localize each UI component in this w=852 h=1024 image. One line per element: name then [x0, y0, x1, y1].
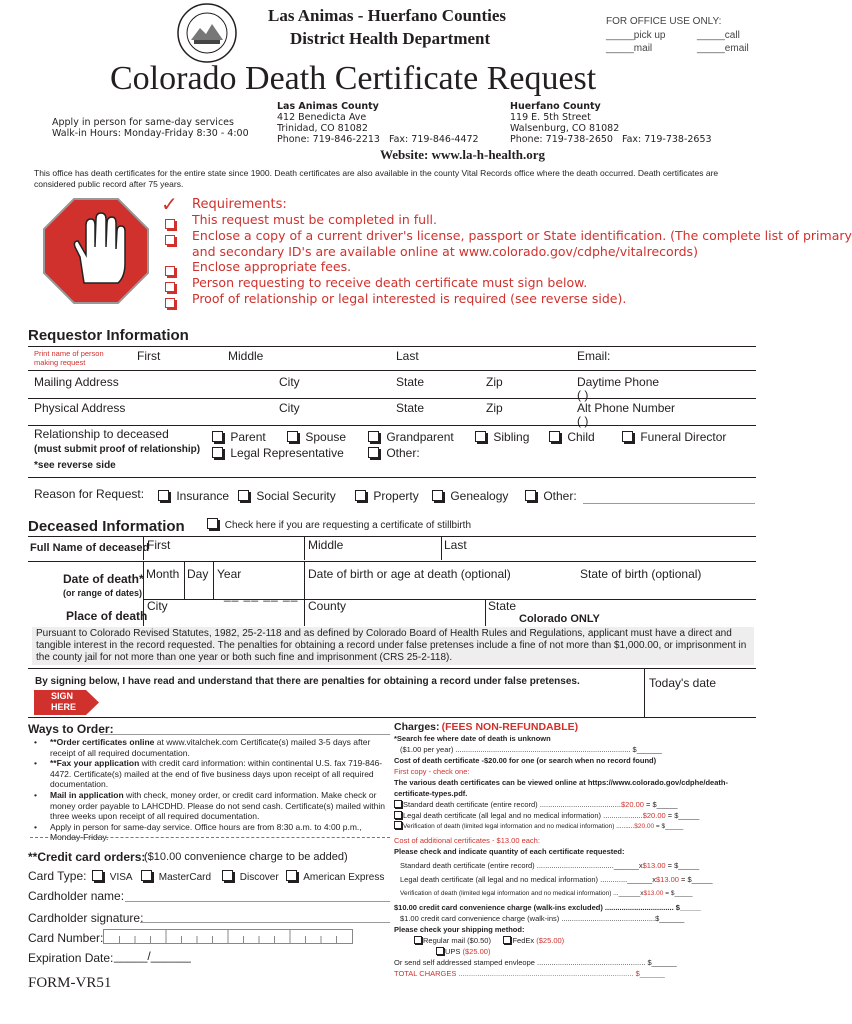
requirements-title: Requirements:: [192, 197, 287, 212]
deceased-name-field[interactable]: [143, 537, 755, 559]
physical-zip-label: Zip: [486, 401, 503, 415]
first-copy: First copy - check one:: [394, 767, 470, 776]
sign-here-line2: HERE: [51, 702, 77, 712]
mailing-city-label: City: [279, 375, 300, 389]
search-fee: *Search fee where date of death is unknown: [394, 734, 551, 743]
rel-other-label: Other:: [386, 446, 420, 460]
rel-funeral-director-label: Funeral Director: [640, 430, 727, 444]
signing-text: By signing below, I have read and understand that there are penalties for obtaining a record under false pretenses.: [35, 676, 580, 687]
card-visa-checkbox[interactable]: [92, 870, 133, 883]
check-quantity: Please check and indicate quantity of each certificate requested:: [394, 847, 625, 856]
requirements-check-icon: ✓: [161, 192, 178, 216]
legal-cert-checkbox[interactable]: [394, 810, 744, 821]
relationship-label: Relationship to deceased: [34, 427, 169, 441]
requestor-heading: Requestor Information: [28, 327, 189, 344]
reason-other-checkbox[interactable]: [525, 489, 577, 503]
must-submit-note: (must submit proof of relationship): [34, 444, 201, 455]
card-mastercard-checkbox[interactable]: [141, 870, 211, 883]
stillbirth-label: Check here if you are requesting a certificate of stillbirth: [224, 520, 472, 531]
expiration-label: Expiration Date:: [28, 951, 114, 965]
reason-other-field[interactable]: [583, 503, 755, 504]
ways-list: [30, 737, 385, 843]
huerfano-fax: Fax: 719-738-2653: [622, 134, 712, 145]
cardholder-signature-label: Cardholder signature:: [28, 911, 144, 925]
rel-grandparent-label: Grandparent: [386, 430, 454, 444]
card-type-label: Card Type:: [28, 869, 87, 883]
cardholder-name-label: Cardholder name:: [28, 889, 125, 903]
daytime-phone-paren: ( ): [577, 388, 589, 402]
reason-insurance-checkbox[interactable]: [158, 489, 229, 503]
reason-social-security-checkbox[interactable]: [238, 489, 336, 503]
office-pickup: _____pick up: [606, 30, 666, 41]
stop-hand-icon: [42, 197, 150, 305]
huerfano-phone: Phone: 719-738-2650: [510, 134, 613, 145]
requirement-item: Proof of relationship or legal interested is required (see reverse side).: [192, 291, 627, 306]
daytime-phone-label: Daytime Phone: [577, 375, 660, 389]
cc-note: ($10.00 convenience charge to be added): [144, 851, 348, 863]
apply-line2: Walk-in Hours: Monday-Friday 8:30 - 4:00: [52, 128, 249, 139]
ups-checkbox[interactable]: UPS ($25.00): [394, 946, 744, 957]
physical-city-label: City: [279, 401, 300, 415]
office-call: _____call: [697, 30, 740, 41]
card-visa-label: VISA: [109, 872, 133, 883]
cardholder-name-field[interactable]: [125, 901, 390, 902]
place-state-label: State: [488, 599, 517, 613]
place-city-label: City: [147, 599, 168, 613]
page-title: Colorado Death Certificate Request: [110, 60, 597, 97]
requirement-checkbox: [165, 231, 175, 249]
las-animas-name: Las Animas County: [277, 101, 379, 112]
requirement-item: Person requesting to receive death certificate must sign below.: [192, 275, 588, 290]
add-legal-line[interactable]: Legal death certificate (all legal and no medical information) .............______x$13.00 = $_____: [400, 875, 713, 884]
requestor-email-field[interactable]: [572, 347, 756, 369]
legal-cert-blank: = $_____: [665, 811, 700, 820]
deceased-heading: Deceased Information: [28, 518, 185, 535]
rel-other-checkbox[interactable]: [368, 446, 420, 460]
physical-address-field[interactable]: [28, 400, 572, 424]
reason-other-label: Other:: [543, 489, 577, 503]
verif-cert-blank: = $_____: [654, 823, 684, 830]
alt-phone-paren: ( ): [577, 414, 589, 428]
charges-panel: [394, 722, 744, 979]
cost-death-cert: Cost of death certificate -$20.00 for one (or search when no record found): [394, 756, 657, 765]
requirement-item: Enclose appropriate fees.: [192, 259, 352, 274]
card-number-label: Card Number:: [28, 931, 104, 945]
per-year-line: ($1.00 per year) .................................................................................... $______: [400, 745, 662, 754]
las-animas-fax: Fax: 719-846-4472: [389, 134, 479, 145]
legal-cert-fee: $20.00: [642, 811, 666, 820]
requestor-first-label: First: [137, 349, 161, 363]
reason-social-security-label: Social Security: [256, 489, 336, 503]
cc-walkin-excluded: $10.00 credit card convenience charge (walk-ins excluded) ................................. $_____: [394, 903, 701, 912]
requestor-middle-label: Middle: [228, 349, 264, 363]
fedex-checkbox[interactable]: FedEx ($25.00): [503, 936, 564, 945]
add-std-line[interactable]: Standard death certificate (entire record) .....................................______x$13.00 = $_____: [400, 861, 700, 870]
range-of-dates-label: (or range of dates): [63, 588, 143, 598]
mailing-state-label: State: [396, 375, 425, 389]
todays-date-label: Today's date: [649, 676, 717, 690]
todays-date-field[interactable]: [646, 690, 754, 716]
website: Website: www.la-h-health.org: [380, 147, 546, 162]
rel-sibling-label: Sibling: [493, 430, 530, 444]
verif-cert-label: Verification of death (limited legal information and no medical information) ..........: [403, 823, 635, 830]
day-label: Day: [187, 567, 209, 581]
reason-genealogy-label: Genealogy: [450, 489, 509, 503]
deceased-first-label: First: [147, 538, 171, 552]
las-animas-contact: [277, 101, 479, 145]
huerfano-addr1: 119 E. 5th Street: [510, 112, 591, 123]
total-charges-line: TOTAL CHARGES .................................................................................... $______: [394, 969, 665, 978]
card-discover-label: Discover: [239, 872, 279, 883]
ways-heading: Ways to Order:: [28, 722, 114, 736]
mailing-address-label: Mailing Address: [34, 375, 119, 389]
requestor-last-label: Last: [396, 349, 419, 363]
office-mail: _____mail: [606, 43, 653, 54]
see-reverse-note: *see reverse side: [34, 460, 116, 471]
colorado-only: Colorado ONLY: [519, 613, 600, 625]
cardholder-signature-field[interactable]: [140, 922, 390, 923]
rel-child-checkbox[interactable]: [549, 430, 595, 444]
form-number: FORM-VR51: [28, 975, 112, 991]
header-line2: District Health Department: [290, 29, 491, 48]
ways-item: • **Order certificates online at www.vitalchek.com Certificate(s) mailed 3-5 days after receipt of all required documentation.: [34, 737, 371, 758]
print-name-note: Print name of person making request: [34, 349, 104, 367]
office-email: _____email: [697, 43, 749, 54]
las-animas-phone: Phone: 719-846-2213: [277, 134, 380, 145]
rel-parent-label: Parent: [230, 430, 266, 444]
ways-item: • **Fax your application with credit card information: within continental U.S. fax 719-846-4472. Certificate(s) mailed at the end of five business days upon receipt of all required documentation.: [34, 758, 383, 790]
dob-field[interactable]: [305, 562, 755, 598]
ways-item: • Mail in application with check, money order, or credit card information. Make check or money order payable to LAHCDHD. Please do not send cash. Certificate(s) mailed within three weeks upon receipt of all required documentation.: [34, 789, 385, 822]
health-department-seal: [176, 2, 238, 64]
verif-cert-checkbox[interactable]: [394, 821, 744, 832]
rel-spouse-checkbox[interactable]: [287, 430, 346, 444]
alt-phone-label: Alt Phone Number: [577, 401, 676, 415]
office-use-title: FOR OFFICE USE ONLY:: [606, 16, 722, 27]
mailing-zip-label: Zip: [486, 375, 503, 389]
card-discover-checkbox[interactable]: [222, 870, 279, 883]
apply-line1: Apply in person for same-day services: [52, 117, 234, 128]
expiration-field[interactable]: _____/______: [114, 949, 191, 963]
add-verif-line[interactable]: Verification of death (limited legal information and no medical information) ...______x$13.00 = $_____: [400, 890, 693, 897]
year-label: Year: [217, 567, 242, 581]
sign-here-line1: SIGN: [51, 691, 74, 701]
reason-insurance-label: Insurance: [176, 489, 230, 503]
las-animas-addr1: 412 Benedicta Ave: [277, 112, 367, 123]
ways-item: • Apply in person for same-day service. Office hours are from 8:30 a.m. to 4:00 p.m., Monday-Friday.: [34, 821, 362, 843]
card-number-boxes[interactable]: [103, 929, 353, 944]
rel-parent-checkbox[interactable]: [212, 430, 266, 444]
cc-walkin: $1.00 credit card convenience charge (walk-ins) .............................................$______: [400, 914, 685, 923]
year-blanks: __ __ __ __: [224, 588, 299, 602]
dashed-divider: [30, 837, 390, 838]
reason-property-checkbox[interactable]: [355, 489, 419, 503]
sign-here-arrow: [34, 689, 100, 716]
requirement-item: This request must be completed in full.: [192, 212, 437, 227]
deceased-middle-label: Middle: [308, 538, 344, 552]
rel-funeral-director-checkbox[interactable]: [622, 430, 726, 444]
month-label: Month: [146, 567, 180, 581]
regular-mail-checkbox[interactable]: Regular mail ($0.50): [414, 936, 491, 945]
requestor-name-field[interactable]: [115, 347, 570, 369]
shipping-heading: Please check your shipping method:: [394, 925, 525, 934]
std-cert-blank: = $_____: [643, 800, 678, 809]
card-mastercard-label: MasterCard: [158, 872, 212, 883]
card-amex-checkbox[interactable]: [286, 870, 384, 883]
rel-child-label: Child: [567, 430, 595, 444]
requestor-email-label: Email:: [577, 349, 611, 363]
rel-grandparent-checkbox[interactable]: [368, 430, 454, 444]
place-county-label: County: [308, 599, 347, 613]
huerfano-contact: [510, 101, 712, 145]
huerfano-addr2: Walsenburg, CO 81082: [510, 123, 620, 134]
rel-spouse-label: Spouse: [305, 430, 347, 444]
cc-heading: **Credit card orders:: [28, 850, 146, 864]
rel-legal-rep-checkbox[interactable]: [212, 446, 344, 460]
deceased-last-label: Last: [444, 538, 467, 552]
place-of-death-label: Place of death: [66, 609, 148, 623]
legal-cert-label: Legal death certificate (all legal and no medical information) ...................: [403, 811, 643, 820]
card-amex-label: American Express: [303, 872, 385, 883]
date-of-death-field[interactable]: [143, 562, 303, 598]
reason-genealogy-checkbox[interactable]: [432, 489, 508, 503]
header-line1: Las Animas - Huerfano Counties: [268, 6, 507, 25]
huerfano-name: Huerfano County: [510, 101, 601, 112]
various-types: The various death certificates can be viewed online at https://www.colorado.gov/cdphe/death-certificate-types.pdf.: [394, 778, 728, 798]
las-animas-addr2: Trinidad, CO 81082: [277, 123, 368, 134]
std-cert-label: Standard death certificate (entire record) .......................................: [403, 800, 622, 809]
charges-nonrefundable: (FEES NON-REFUNDABLE): [441, 721, 579, 733]
physical-state-label: State: [396, 401, 425, 415]
state-of-birth-label: State of birth (optional): [580, 567, 702, 581]
requirement-item: Enclose a copy of a current driver's license, passport or State identification. (The complete list of primary: [192, 228, 852, 243]
full-name-label: Full Name of deceased: [30, 542, 150, 554]
signature-field[interactable]: [104, 690, 642, 716]
stillbirth-checkbox[interactable]: [207, 518, 471, 531]
verif-cert-fee: $20.00: [634, 823, 655, 830]
physical-address-label: Physical Address: [34, 401, 126, 415]
mailing-address-field[interactable]: [28, 372, 572, 396]
date-of-death-label: Date of death*: [63, 572, 144, 586]
reason-property-label: Property: [373, 489, 419, 503]
place-of-death-field[interactable]: [143, 600, 484, 625]
dob-label: Date of birth or age at death (optional): [308, 567, 511, 581]
requirement-item: and secondary ID's are available online at www.colorado.gov/cdphe/vitalrecords): [192, 244, 698, 259]
charges-heading: Charges:: [394, 721, 440, 733]
intro-text: This office has death certificates for the entire state since 1900. Death certificates are also available in the county Vital Records office where the death occurred. Death certificates are considered public record after 75 years.: [34, 168, 719, 189]
self-addressed-line: Or send self addressed stamped envleope .................................................... $______: [394, 958, 677, 967]
rel-legal-rep-label: Legal Representative: [230, 446, 344, 460]
reason-label: Reason for Request:: [34, 487, 145, 501]
std-cert-fee: $20.00: [621, 800, 644, 809]
additional-certs: Cost of additional certificates - $13.00 each:: [394, 836, 540, 845]
std-cert-checkbox[interactable]: [394, 799, 744, 810]
rel-sibling-checkbox[interactable]: [475, 430, 529, 444]
statute-text: Pursuant to Colorado Revised Statutes, 1982, 25-2-118 and as defined by Colorado Board of Health Rules and Regulations, applicant must have a direct and tangible interest in the record requested. The penalties for obtaining a record under false pretenses include a fine of not more than $1,000.00, or imprisonment in the county jail for not more than one year or both such fine and imprisonment (CRS 25-2-118).: [32, 627, 754, 665]
requirement-checkbox: [165, 294, 175, 312]
